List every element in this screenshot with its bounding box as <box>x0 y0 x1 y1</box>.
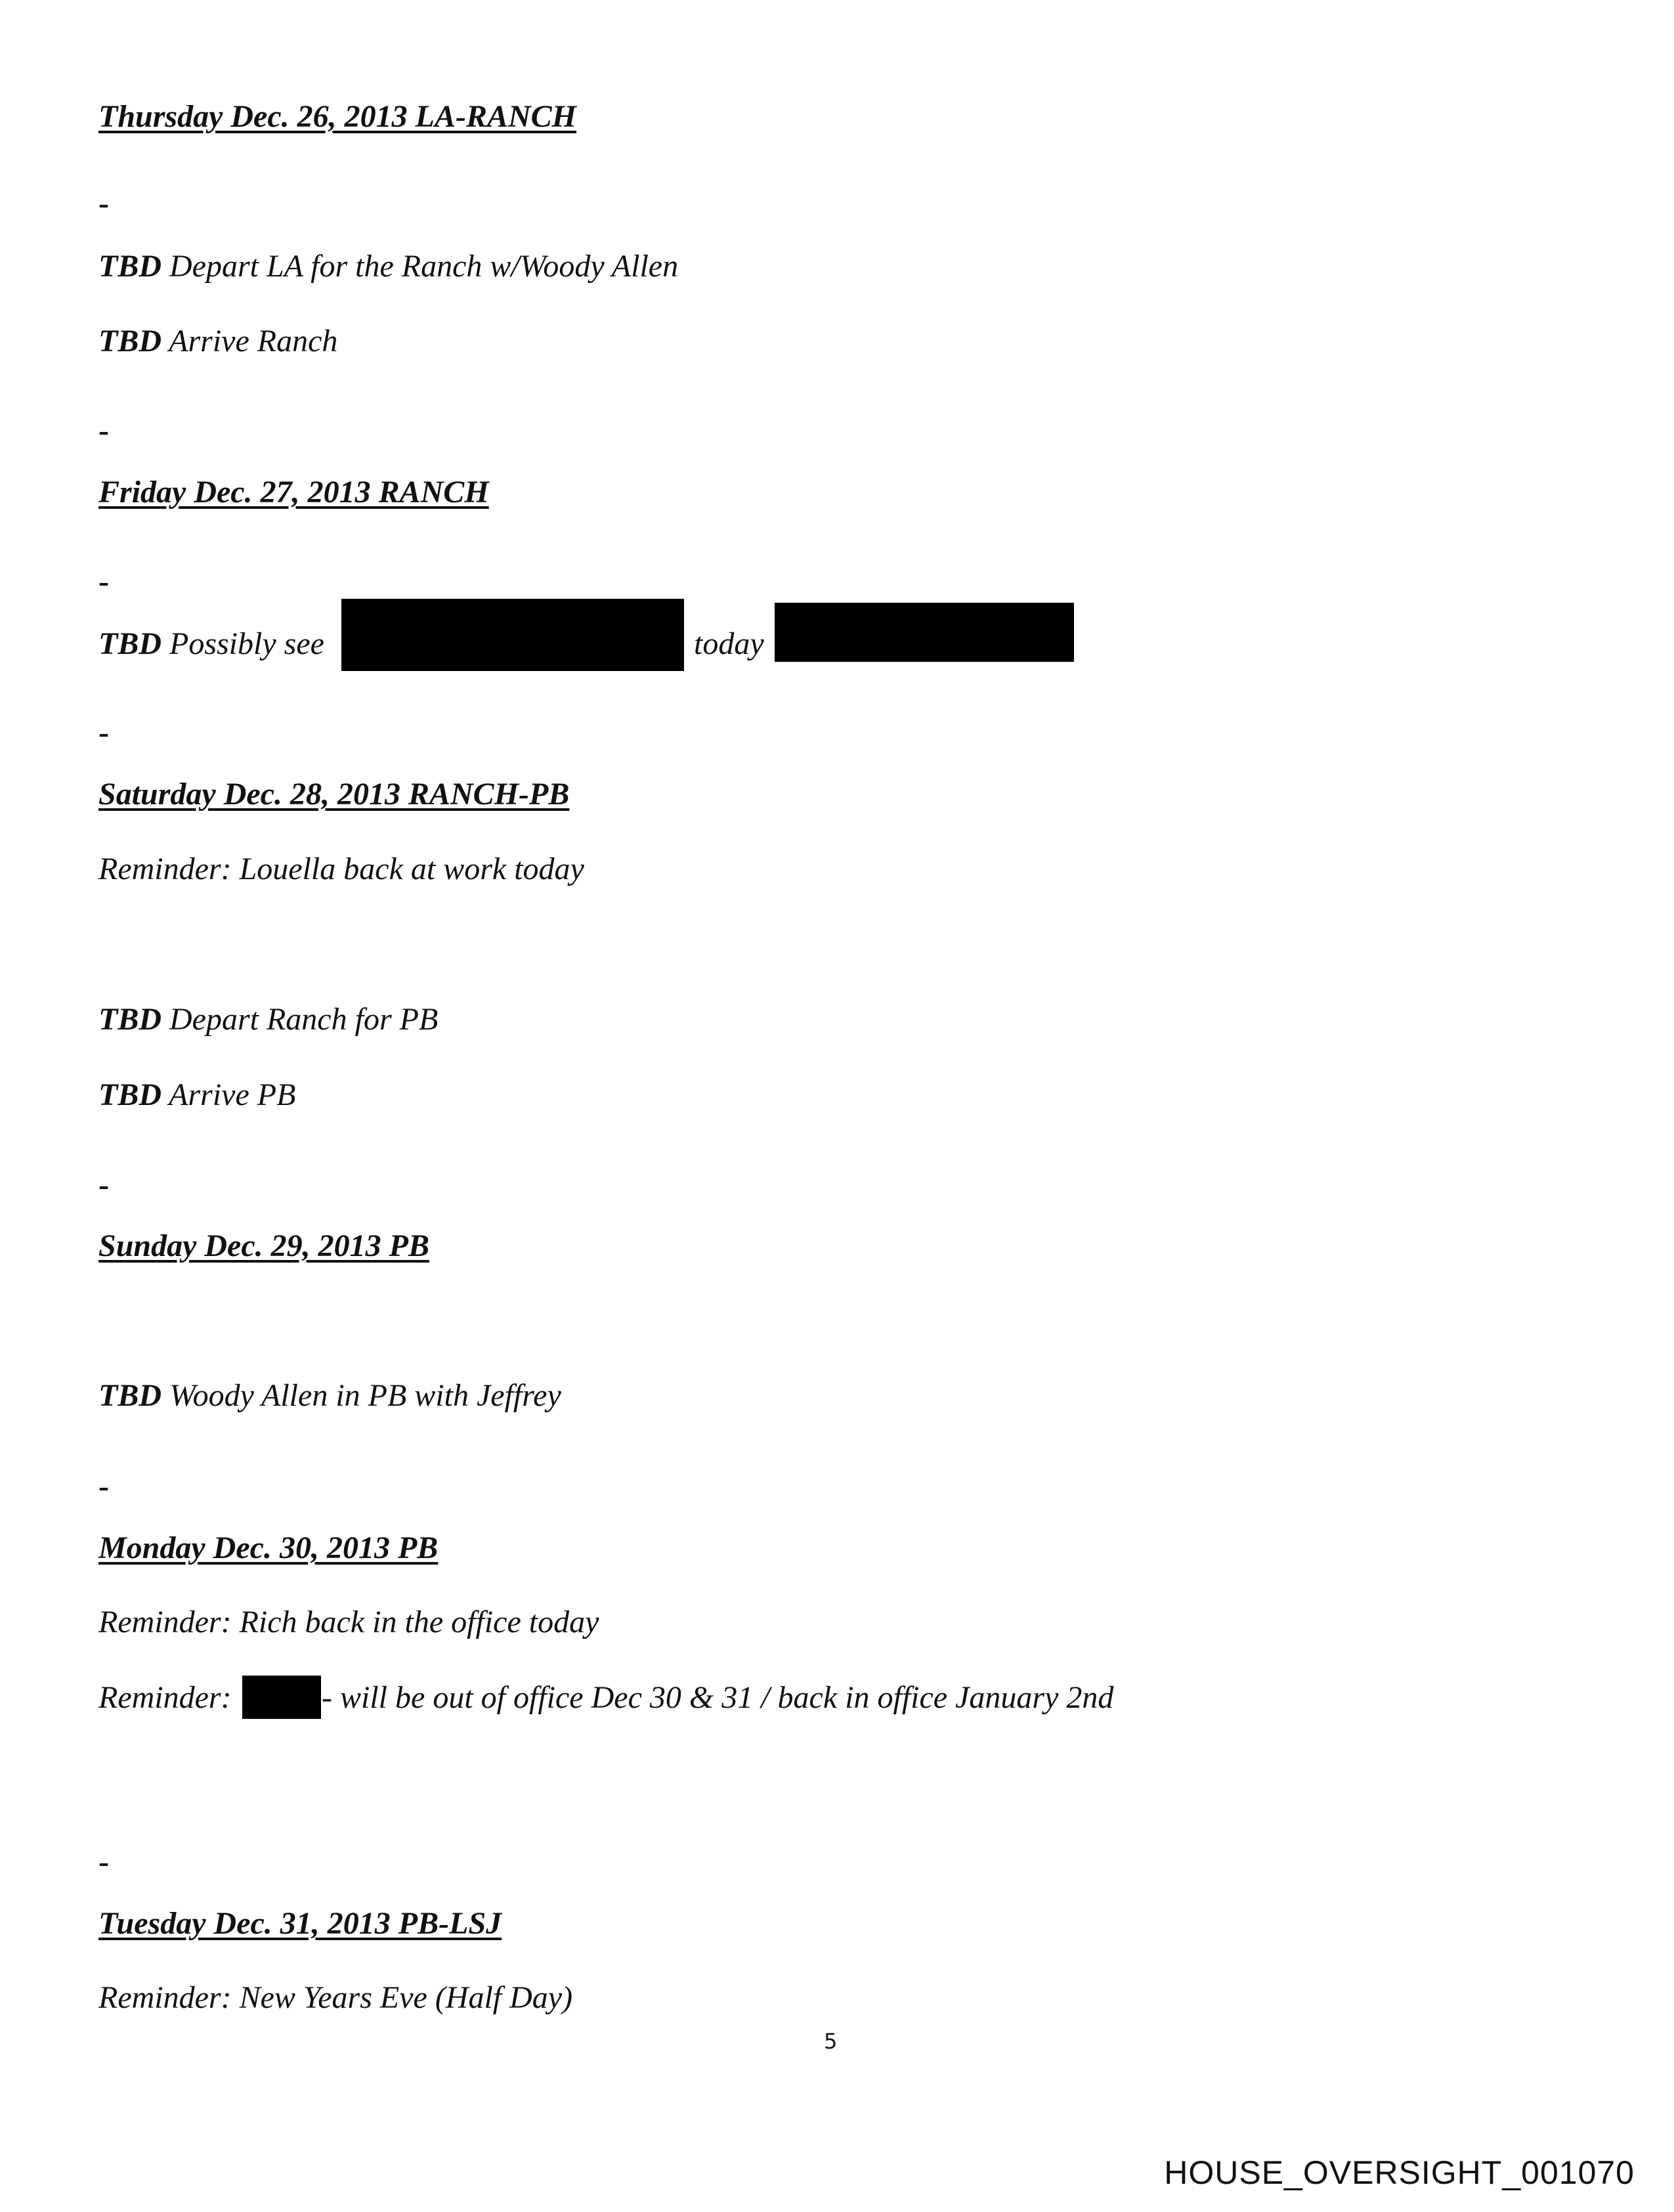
separator-dash: - <box>98 413 109 448</box>
day-heading-monday: Monday Dec. 30, 2013 PB <box>98 1530 439 1565</box>
separator-dash: - <box>98 186 109 221</box>
day-heading-friday: Friday Dec. 27, 2013 RANCH <box>98 475 489 510</box>
schedule-entry <box>98 1075 295 1115</box>
entry-text: Possibly see <box>161 626 324 661</box>
separator-dash: - <box>98 564 109 599</box>
entry-text: Woody Allen in PB with Jeffrey <box>161 1378 561 1413</box>
entry-time: TBD <box>98 626 161 661</box>
reminder-text-prefix: Reminder: <box>98 1680 232 1715</box>
entry-text: Depart Ranch for PB <box>161 1002 439 1037</box>
entry-text: Arrive PB <box>161 1077 296 1112</box>
reminder-text: Reminder: Louella back at work today <box>98 852 584 886</box>
entry-time: TBD <box>98 324 161 358</box>
day-heading-sunday: Sunday Dec. 29, 2013 PB <box>98 1228 429 1263</box>
schedule-entry <box>98 322 337 361</box>
reminder-text: Reminder: New Years Eve (Half Day) <box>98 1980 573 2015</box>
day-heading-tuesday: Tuesday Dec. 31, 2013 PB-LSJ <box>98 1906 502 1941</box>
reminder-text-suffix: - will be out of office Dec 30 & 31 / back in office January 2nd <box>322 1680 1114 1715</box>
entry-time: TBD <box>98 249 161 284</box>
schedule-entry <box>98 247 678 286</box>
separator-dash: - <box>98 1469 109 1504</box>
entry-text-after-redaction: today <box>694 626 764 661</box>
day-heading-thursday: Thursday Dec. 26, 2013 LA-RANCH <box>98 99 577 134</box>
entry-time: TBD <box>98 1378 161 1413</box>
entry-text: Arrive Ranch <box>161 324 338 358</box>
schedule-entry <box>98 1376 561 1416</box>
schedule-entry <box>98 624 324 664</box>
redaction-block <box>341 599 684 671</box>
redaction-block <box>242 1676 321 1719</box>
separator-dash: - <box>98 715 109 750</box>
day-heading-saturday: Saturday Dec. 28, 2013 RANCH-PB <box>98 777 570 812</box>
separator-dash: - <box>98 1844 109 1879</box>
schedule-entry <box>98 1000 438 1039</box>
document-id: HOUSE_OVERSIGHT_001070 <box>1164 2154 1635 2191</box>
page-number: 5 <box>824 2029 838 2054</box>
redaction-block <box>775 603 1074 662</box>
reminder-text: Reminder: Rich back in the office today <box>98 1605 599 1639</box>
entry-time: TBD <box>98 1002 161 1037</box>
entry-text: Depart LA for the Ranch w/Woody Allen <box>161 249 679 284</box>
entry-time: TBD <box>98 1077 161 1112</box>
separator-dash: - <box>98 1167 109 1202</box>
